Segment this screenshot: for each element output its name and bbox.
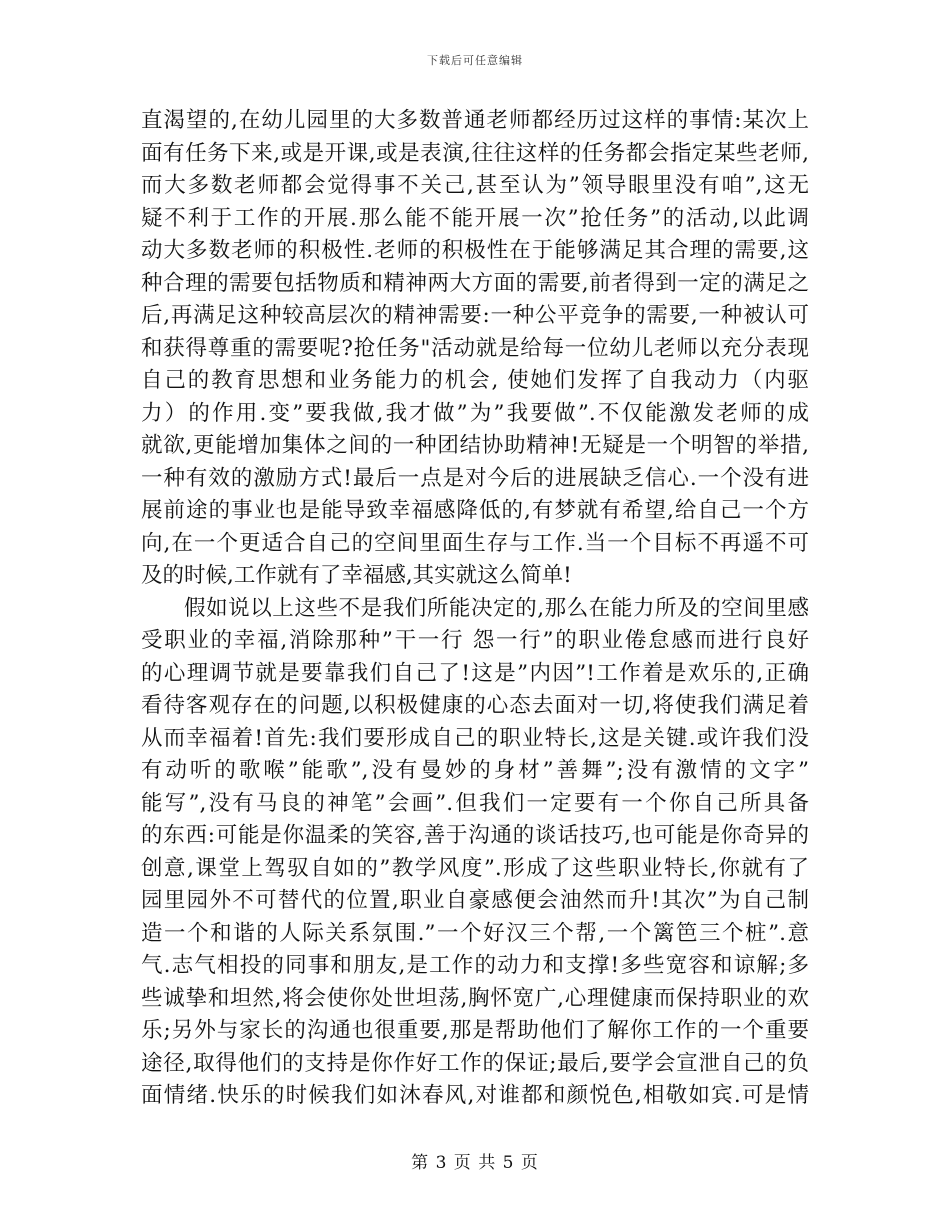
- text-line: 受职业的幸福,消除那种”干一行 怨一行”的职业倦怠感而进行良好: [141, 628, 809, 653]
- text-line: 有动听的歌喉”能歌”,没有曼妙的身材”善舞”;没有激情的文字”: [141, 758, 809, 783]
- text-line: 乐;另外与家长的沟通也很重要,那是帮助他们了解你工作的一个重要: [141, 1018, 809, 1043]
- text-line: 看待客观存在的问题,以积极健康的心态去面对一切,将使我们满足着: [141, 693, 809, 718]
- text-line: 和获得尊重的需要呢?抢任务"活动就是给每一位幼儿老师以充分表现: [141, 335, 809, 361]
- text-line: 些诚挚和坦然,将会使你处世坦荡,胸怀宽广,心理健康而保持职业的欢: [141, 985, 809, 1011]
- text-line: 一种有效的激励方式!最后一点是对今后的进展缺乏信心.一个没有进: [141, 465, 809, 491]
- text-line: 假如说以上这些不是我们所能决定的,那么在能力所及的空间里感: [184, 595, 809, 621]
- text-line: 能写”,没有马良的神笔”会画”.但我们一定要有一个你自己所具备: [141, 790, 809, 816]
- text-line: 造一个和谐的人际关系氛围.”一个好汉三个帮,一个篱笆三个桩”.意: [141, 920, 809, 946]
- text-line: 面有任务下来,或是开课,或是表演,往往这样的任务都会指定某些老师,: [141, 140, 809, 166]
- text-line: 途径,取得他们的支持是你作好工作的保证;最后,要学会宣泄自己的负: [141, 1050, 809, 1076]
- paragraph-2: [141, 593, 809, 1113]
- text-line: 气.志气相投的同事和朋友,是工作的动力和支撑!多些宽容和谅解;多: [141, 953, 809, 978]
- page-header: 下载后可任意编辑: [427, 54, 523, 67]
- text-line: 力）的作用.变”要我做,我才做”为”我要做”.不仅能激发老师的成: [141, 400, 809, 426]
- text-line: 而大多数老师都会觉得事不关己,甚至认为”领导眼里没有咱”,这无: [141, 173, 809, 198]
- text-line: 及的时候,工作就有了幸福感,其实就这么简单!: [141, 563, 572, 588]
- paragraph-1: [141, 105, 809, 593]
- text-line: 后,再满足这种较高层次的精神需要:一种公平竞争的需要,一种被认可: [141, 303, 809, 328]
- text-line: 种合理的需要包括物质和精神两大方面的需要,前者得到一定的满足之: [141, 270, 809, 296]
- text-line: 直渴望的,在幼儿园里的大多数普通老师都经历过这样的事情:某次上: [141, 108, 809, 133]
- text-line: 创意,课堂上驾驭自如的”教学风度”.形成了这些职业特长,你就有了: [141, 855, 809, 881]
- text-line: 从而幸福着!首先:我们要形成自己的职业特长,这是关键.或许我们没: [141, 725, 809, 751]
- document-body: [141, 105, 809, 1113]
- text-line: 自己的教育思想和业务能力的机会, 使她们发挥了自我动力（内驱: [141, 368, 809, 393]
- text-line: 的东西:可能是你温柔的笑容,善于沟通的谈话技巧,也可能是你奇异的: [141, 823, 809, 848]
- text-line: 面情绪.快乐的时候我们如沐春风,对谁都和颜悦色,相敬如宾.可是情: [141, 1083, 809, 1108]
- text-line: 园里园外不可替代的位置,职业自豪感便会油然而升!其次”为自己制: [141, 888, 809, 913]
- text-line: 动大多数老师的积极性.老师的积极性在于能够满足其合理的需要,这: [141, 238, 809, 263]
- text-line: 的心理调节就是要靠我们自己了!这是”内因”!工作着是欢乐的,正确: [141, 660, 809, 686]
- page-footer: 第 3 页 共 5 页: [411, 1153, 539, 1173]
- text-line: 疑不利于工作的开展.那么能不能开展一次”抢任务”的活动,以此调: [141, 205, 809, 231]
- text-line: 就欲,更能增加集体之间的一种团结协助精神!无疑是一个明智的举措,: [141, 433, 809, 458]
- text-line: 向,在一个更适合自己的空间里面生存与工作.当一个目标不再遥不可: [141, 530, 809, 556]
- text-line: 展前途的事业也是能导致幸福感降低的,有梦就有希望,给自己一个方: [141, 498, 809, 523]
